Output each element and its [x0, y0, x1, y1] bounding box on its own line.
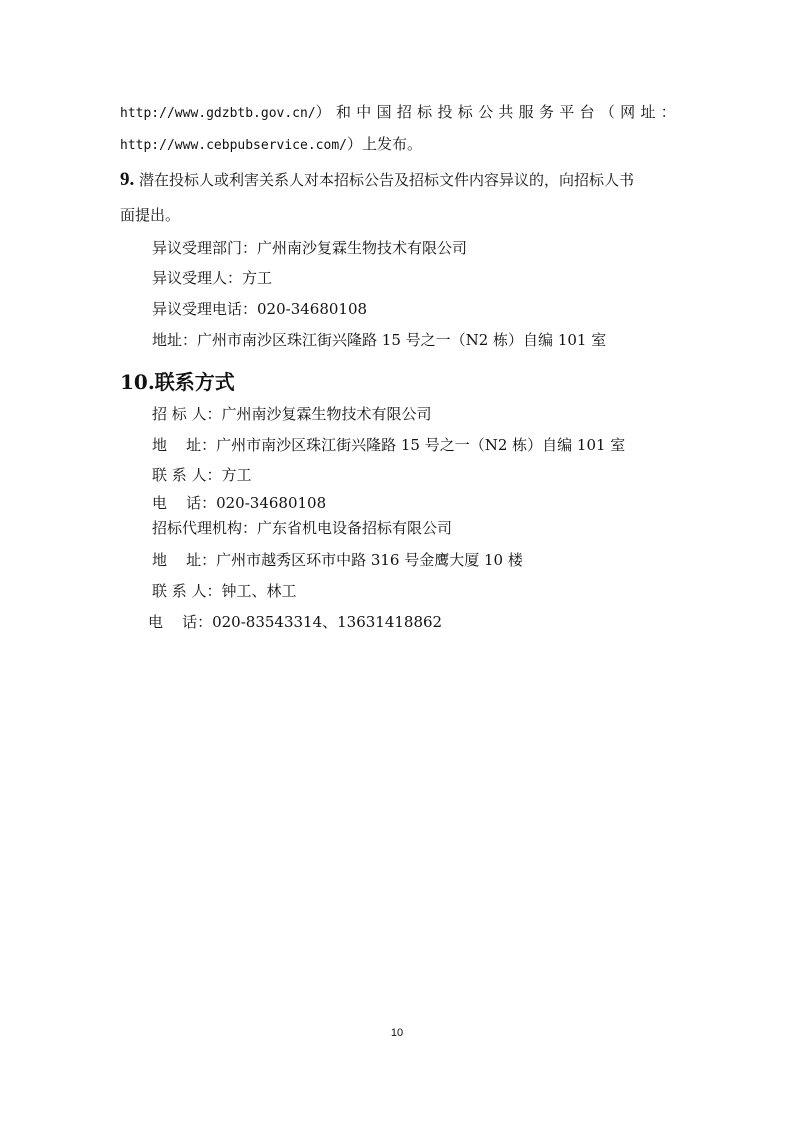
contact-tenderer-address: 地 址：广州市南沙区珠江街兴隆路 15 号之一（N2 栋）自编 101 室 [152, 436, 626, 454]
intro-line-2 [120, 134, 422, 156]
intro-url-1: http://www.gdzbtb.gov.cn/ [120, 106, 316, 121]
objection-address: 地址：广州市南沙区珠江街兴隆路 15 号之一（N2 栋）自编 101 室 [152, 331, 607, 349]
intro-url-2: http://www.cebpubservice.com/ [120, 138, 347, 153]
intro-text-1: ）和中国招标投标公共服务平台（网址： [315, 103, 682, 121]
section-10-heading: 10.联系方式 [120, 370, 235, 394]
page-number: 10 [390, 1027, 404, 1039]
contact-tenderer-person: 联 系 人：方工 [152, 466, 252, 484]
intro-line-1 [120, 102, 681, 124]
objection-phone: 异议受理电话：020-34680108 [152, 300, 368, 318]
contact-tenderer-phone: 电 话：020-34680108 [152, 494, 327, 512]
section-9-line-1 [120, 170, 634, 190]
section-9-number: 9. [120, 169, 135, 190]
objection-dept: 异议受理部门：广州南沙复霖生物技术有限公司 [152, 239, 468, 257]
contact-agency-address: 地 址：广州市越秀区环市中路 316 号金鹰大厦 10 楼 [152, 551, 523, 569]
contact-tenderer: 招 标 人：广州南沙复霖生物技术有限公司 [152, 405, 432, 423]
objection-person: 异议受理人：方工 [152, 269, 273, 287]
intro-text-2: ）上发布。 [346, 135, 422, 153]
section-9-text-1: 潜在投标人或利害关系人对本招标公告及招标文件内容异议的，向招标人书 [139, 171, 635, 189]
section-9-text-2: 面提出。 [120, 206, 181, 224]
contact-agency-person: 联 系 人：钟工、林工 [152, 582, 297, 600]
contact-agency: 招标代理机构：广东省机电设备招标有限公司 [152, 519, 453, 537]
contact-agency-phone: 电 话：020-83543314、13631418862 [148, 613, 443, 631]
